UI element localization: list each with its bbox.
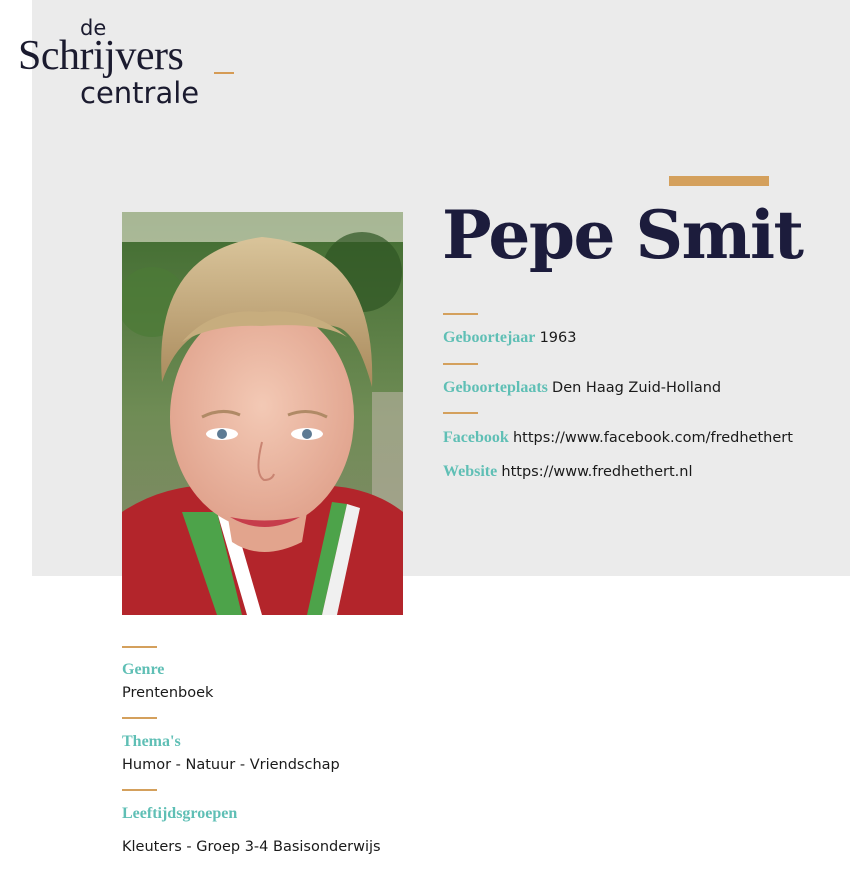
genre-label: Genre <box>122 661 165 678</box>
website-field <box>443 463 692 481</box>
birthplace-value: Den Haag Zuid-Holland <box>552 380 722 396</box>
logo-word-schrijvers: Schrijvers <box>18 33 184 79</box>
birthplace-field <box>443 379 721 397</box>
name-accent-bar <box>669 176 769 186</box>
birth-year-label: Geboortejaar <box>443 329 536 346</box>
author-photo <box>122 212 403 615</box>
site-logo[interactable] <box>18 14 248 114</box>
divider <box>443 313 478 315</box>
facebook-link[interactable]: https://www.facebook.com/fredhethert <box>512 430 793 446</box>
themes-label: Thema's <box>122 733 181 750</box>
logo-word-de: de <box>80 16 107 40</box>
birth-year-value: 1963 <box>539 330 577 346</box>
logo-underscore <box>214 72 234 74</box>
age-groups-value: Kleuters - Groep 3-4 Basisonderwijs <box>122 839 381 855</box>
divider <box>122 717 157 719</box>
logo-word-centrale: centrale <box>80 76 200 110</box>
author-name: Pepe Smit <box>442 196 803 274</box>
age-groups-label: Leeftijdsgroepen <box>122 805 238 822</box>
facebook-field <box>443 429 793 447</box>
birth-year-field <box>443 329 576 347</box>
themes-value: Humor - Natuur - Vriendschap <box>122 757 340 773</box>
divider <box>122 789 157 791</box>
website-link[interactable]: https://www.fredhethert.nl <box>501 464 693 480</box>
facebook-label: Facebook <box>443 429 509 446</box>
divider <box>443 412 478 414</box>
birthplace-label: Geboorteplaats <box>443 379 548 396</box>
genre-value: Prentenboek <box>122 685 214 701</box>
website-label: Website <box>443 463 498 480</box>
divider <box>443 363 478 365</box>
divider <box>122 646 157 648</box>
